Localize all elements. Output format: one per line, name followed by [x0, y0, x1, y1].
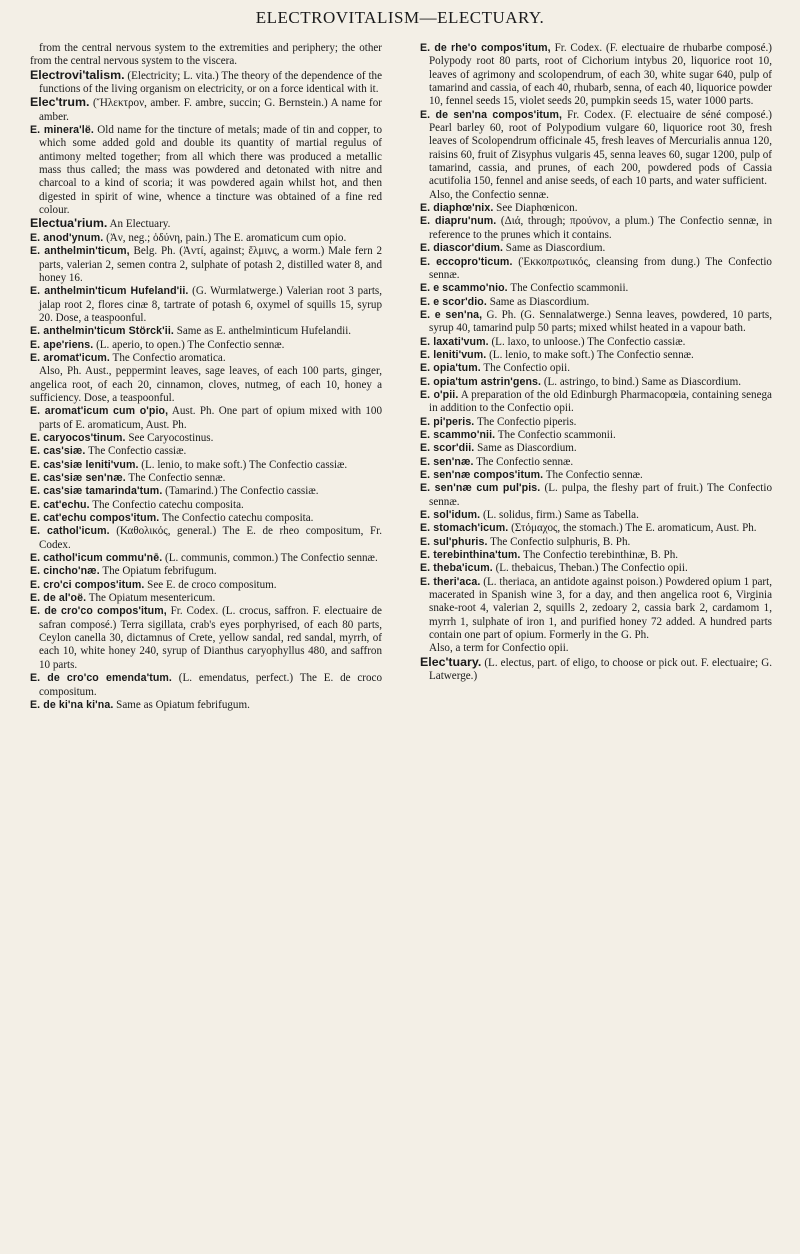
dictionary-entry — [30, 217, 382, 231]
dictionary-entry — [30, 552, 382, 565]
dictionary-entry — [420, 42, 772, 109]
entry-definition: (Ἐκκοπρωτικός, cleansing from dung.) The Confectio sennæ. — [429, 255, 772, 281]
entry-definition: Fr. Codex. (F. electuaire de séné composé.) Pearl barley 60, root of Polypodium vulgare 60, liquorice root 30, fresh leaves of Scolopendrum officinale 45, fresh leaves of Mercurialis annua 120, raisins 60, fruit of Zisyphus vulgaris 45, senna leaves 60, sugar 1200, pulp of tamarind, cassia, and prunes, of each 200, powdered pods of Cassia acutifolia 150, fennel and anise seeds, of each 10 parts, and water sufficient. — [429, 108, 772, 188]
entry-definition: (L. pulpa, the fleshy part of fruit.) The Confectio sennæ. — [429, 482, 773, 508]
entry-headword: E. opia'tum astrin'gens. — [420, 375, 542, 388]
entry-definition: The Confectio sennæ. — [545, 469, 643, 481]
entry-headword: E. theri'aca. — [420, 575, 481, 588]
dictionary-entry — [420, 376, 772, 389]
entry-definition: Also, the Confectio sennæ. — [429, 188, 549, 201]
entry-headword: E. cro'ci compos'itum. — [30, 578, 145, 591]
entry-headword: E. anthelmin'ticum Störck'ii. — [30, 325, 174, 338]
entry-definition: The Confectio terebinthinæ, B. Ph. — [523, 549, 679, 562]
entry-headword: E. scammo'nii. — [420, 428, 496, 441]
dictionary-entry — [30, 96, 382, 124]
entry-definition: (Ἀν, neg.; ὀδύνη, pain.) The E. aromaticum cum opio. — [106, 231, 347, 244]
dictionary-entry — [30, 592, 382, 605]
entry-definition: (L. aperio, to open.) The Confectio sennæ. — [96, 338, 285, 351]
entry-definition: (L. emendatus, perfect.) The E. de croco compositum. — [39, 672, 383, 698]
entry-headword: E. cincho'næ. — [30, 565, 100, 578]
entry-headword: E. e scammo'nio. — [420, 282, 508, 295]
dictionary-entry — [30, 525, 382, 552]
entry-headword: E. leniti'vum. — [420, 348, 487, 361]
entry-headword: E. sen'næ compos'itum. — [420, 469, 544, 481]
entry-definition: Fr. Codex. (L. crocus, saffron. F. electuaire de safran composé.) Terra sigillata, crab's eyes porphyrised, of each 80 parts, Ceylon canella 30, dictamnus of Crete, yellow sandal, red sandal, myrrh, of each 10, white honey 240, syrup of Dianthus caryophyllus 480, and saffron 10 parts. — [39, 605, 382, 671]
entry-headword: E. de sen'na compos'itum, — [420, 108, 563, 121]
dictionary-entry — [30, 285, 382, 325]
dictionary-entry — [30, 699, 382, 712]
entry-headword: E. sen'næ. — [420, 455, 474, 468]
entry-definition: (Στόμαχος, the stomach.) The E. aromaticum, Aust. Ph. — [511, 522, 757, 535]
entry-headword: E. anthelmin'ticum, — [30, 245, 130, 258]
dictionary-entry — [420, 215, 772, 242]
dictionary-entry — [30, 485, 382, 498]
entry-definition: (Ἤλεκτρον, amber. F. ambre, succin; G. Bernstein.) A name for amber. — [39, 97, 382, 123]
entry-headword: E. aromat'icum cum o'pio, — [30, 405, 169, 418]
entry-headword: Electua'rium. — [30, 216, 108, 231]
dictionary-entry — [420, 429, 772, 442]
entry-headword: E. cat'echu compos'itum. — [30, 512, 160, 525]
dictionary-entry — [420, 549, 772, 562]
entry-headword: Elec'tuary. — [420, 654, 482, 669]
entry-definition: (Διά, through; προύνον, a plum.) The Confectio sennæ, in reference to the prunes which it contains. — [429, 215, 772, 241]
entry-definition: See E. de croco compositum. — [147, 578, 277, 591]
entry-headword: E. eccopro'ticum. — [420, 255, 513, 268]
dictionary-entry — [420, 536, 772, 549]
entry-definition: Same as Diascordium. — [505, 242, 606, 255]
entry-definition: The Confectio opii. — [483, 362, 570, 375]
entry-headword: E. de ki'na ki'na. — [30, 698, 114, 711]
entry-definition: (L. lenio, to make soft.) The Confectio cassiæ. — [141, 458, 348, 471]
entry-headword: E. de cro'co compos'itum, — [30, 605, 167, 618]
entry-definition: The Confectio aromatica. — [112, 351, 226, 364]
entry-definition: Old name for the tincture of metals; made of tin and copper, to which some added gold and double its quantity of martial regulus of antimony melted together; from all which there was produced a metallic mass thus called; the mass was powdered and detonated with nitre and charcoal to a kind of scoria; it was powdered again whilst hot, and then digested in spirit of wine, whence a tincture was obtained of a fine red colour. — [39, 124, 382, 217]
dictionary-entry — [420, 202, 772, 215]
dictionary-entry — [30, 352, 382, 365]
entry-definition: The Confectio sennæ. — [476, 455, 574, 468]
entry-headword: E. laxati'vum. — [420, 335, 489, 348]
dictionary-entry — [30, 512, 382, 525]
dictionary-entry — [30, 579, 382, 592]
entry-headword: E. minera'lë. — [30, 124, 94, 137]
entry-definition: The Confectio sulphuris, B. Ph. — [490, 535, 631, 548]
entry-headword: E. diapru'num. — [420, 215, 497, 228]
entry-definition: (L. laxo, to unloose.) The Confectio cassiæ. — [491, 335, 686, 348]
entry-headword: Electrovi'talism. — [30, 67, 125, 82]
entry-definition: (L. thebaicus, Theban.) The Confectio opii. — [495, 562, 688, 575]
entry-definition: Same as Diascordium. — [489, 295, 590, 308]
entry-definition: (L. astringo, to bind.) Same as Diascordium. — [543, 375, 742, 388]
entry-headword: E. cas'siæ tamarinda'tum. — [30, 485, 163, 498]
dictionary-entry — [30, 445, 382, 458]
entry-headword: E. e sen'na, — [420, 308, 483, 321]
entry-definition: Belg. Ph. (Ἀντί, against; ἕλμινς, a worm.) Male fern 2 parts, valerian 2, semen contra 2, sulphate of potash 2, distilled water 8, and honey 16. — [39, 245, 382, 284]
right-column — [420, 42, 772, 684]
running-head: ELECTROVITALISM—ELECTUARY. — [255, 8, 545, 27]
entry-headword: E. cas'siæ sen'næ. — [30, 472, 126, 484]
entry-headword: E. anthelmin'ticum Hufeland'ii. — [30, 285, 189, 298]
dictionary-entry — [420, 256, 772, 283]
entry-definition: from the central nervous system to the extremities and periphery; the other from the central nervous system to the viscera. — [30, 42, 382, 68]
dictionary-entry — [30, 325, 382, 338]
entry-continuation — [30, 365, 382, 405]
entry-headword: E. scor'dii. — [420, 442, 475, 455]
entry-headword: Elec'trum. — [30, 95, 90, 110]
entry-headword: E. sol'idum. — [420, 509, 481, 522]
entry-definition: Same as Diascordium. — [477, 442, 577, 455]
dictionary-entry — [30, 232, 382, 245]
dictionary-entry — [420, 562, 772, 575]
entry-continuation — [420, 642, 772, 655]
entry-headword: E. sul'phuris. — [420, 535, 488, 548]
dictionary-entry — [30, 672, 382, 699]
entry-definition: An Electuary. — [109, 218, 171, 231]
entry-definition: Fr. Codex. (F. electuaire de rhubarbe composé.) Polypody root 80 parts, root of Cichorium intybus 20, liquorice root 10, leaves of agrimony and scolopendrum, of each 30, white sugar 640, pulp of tamarind and cassia, of each 40, rhubarb, senna, of each 40, liquorice powder 10, fennel seeds 15, violet seeds 20, pumpkin seeds 15, water 1000 parts. — [429, 42, 772, 108]
entry-headword: E. diaphœ'nix. — [420, 202, 494, 215]
dictionary-entry — [30, 499, 382, 512]
entry-definition: (G. Wurmlatwerge.) Valerian root 3 parts, jalap root 2, flores cinæ 8, tartrate of potash 6, oxymel of squills 15, syrup 20. Dose, a teaspoonful. — [39, 285, 383, 324]
dictionary-entry — [420, 522, 772, 535]
entry-headword: E. pi'peris. — [420, 415, 475, 428]
entry-headword: E. cat'echu. — [30, 498, 90, 511]
dictionary-entry — [420, 576, 772, 643]
dictionary-entry — [420, 309, 772, 336]
entry-definition: See Diaphœnicon. — [496, 202, 578, 215]
dictionary-entry — [420, 349, 772, 362]
entry-headword: E. cas'siæ. — [30, 445, 86, 458]
entry-definition: (L. communis, common.) The Confectio sennæ. — [165, 552, 378, 565]
entry-definition: Same as Opiatum febrifugum. — [116, 698, 250, 711]
entry-definition: (Tamarind.) The Confectio cassiæ. — [165, 485, 319, 498]
entry-headword: E. de al'oë. — [30, 592, 87, 605]
dictionary-entry — [420, 389, 772, 416]
entry-definition: The Confectio piperis. — [476, 415, 577, 428]
entry-headword: E. de cro'co emenda'tum. — [30, 672, 172, 685]
entry-definition: G. Ph. (G. Sennalatwerge.) Senna leaves, powdered, 10 parts, syrup 40, tamarind pulp 50 parts; mixed whilst heated in a vapour bath. — [429, 308, 772, 335]
entry-definition: The Confectio scammonii. — [497, 428, 616, 441]
dictionary-entry — [420, 442, 772, 455]
entry-definition: (L. lenio, to make soft.) The Confectio sennæ. — [489, 348, 694, 361]
dictionary-entry — [30, 565, 382, 578]
entry-definition: (Καθολικός, general.) The E. de rheo compositum, Fr. Codex. — [39, 525, 382, 551]
entry-definition: (Electricity; L. vita.) The theory of the dependence of the functions of the living organism on electricity, or on a force identical with it. — [39, 69, 383, 96]
entry-definition: The Confectio scammonii. — [510, 282, 629, 295]
dictionary-entry — [420, 509, 772, 522]
entry-headword: E. o'pii. — [420, 388, 459, 401]
dictionary-entry — [420, 362, 772, 375]
entry-definition: The Confectio catechu composita. — [92, 498, 244, 511]
entry-definition: (L. electus, part. of eligo, to choose or pick out. F. electuaire; G. Latwerge.) — [429, 656, 772, 683]
left-column — [30, 42, 382, 712]
entry-definition: The Confectio sennæ. — [128, 472, 226, 484]
entry-headword: E. opia'tum. — [420, 362, 481, 375]
dictionary-entry — [30, 124, 382, 217]
dictionary-entry — [30, 339, 382, 352]
entry-continuation — [30, 42, 382, 69]
dictionary-entry — [30, 69, 382, 97]
dictionary-entry — [30, 605, 382, 672]
entry-headword: E. cathol'icum. — [30, 525, 110, 538]
entry-headword: E. de rhe'o compos'itum, — [420, 42, 551, 54]
entry-headword: E. terebinthina'tum. — [420, 549, 521, 562]
entry-headword: E. stomach'icum. — [420, 522, 509, 535]
entry-definition: Also, a term for Confectio opii. — [429, 642, 569, 655]
dictionary-entry — [30, 459, 382, 472]
entry-definition: The Confectio catechu composita. — [161, 512, 314, 525]
dictionary-entry — [30, 245, 382, 285]
entry-definition: (L. theriaca, an antidote against poison.) Powdered opium 1 part, macerated in Spanish wine 3, for a day, and then angelica root 6, Virginia snake-root 4, valerian 2, squills 2, zedoary 2, cassia bark 2, cardamom 1, myrrh 1, sulphate of iron 1, and purified honey 72 added. A hundred parts contain one part of opium. Formerly in the G. Ph. — [429, 575, 772, 642]
dictionary-entry — [420, 282, 772, 295]
dictionary-entry — [30, 472, 382, 485]
entry-headword: E. e scor'dio. — [420, 295, 487, 308]
entry-definition: A preparation of the old Edinburgh Pharmacopœia, containing senega in addition to the Confectio opii. — [429, 388, 772, 415]
entry-definition: The Opiatum mesentericum. — [88, 592, 216, 605]
entry-definition: The Opiatum febrifugum. — [102, 565, 217, 578]
dictionary-entry — [420, 482, 772, 509]
entry-continuation — [420, 189, 772, 202]
entry-headword: E. ape'riens. — [30, 338, 94, 351]
entry-headword: E. anod'ynum. — [30, 231, 104, 244]
entry-headword: E. theba'icum. — [420, 562, 493, 575]
dictionary-entry — [420, 469, 772, 482]
entry-definition: Same as E. anthelminticum Hufelandii. — [176, 325, 352, 338]
entry-headword: E. sen'næ cum pul'pis. — [420, 482, 541, 495]
dictionary-entry — [420, 656, 772, 684]
dictionary-entry — [420, 109, 772, 189]
entry-headword: E. aromat'icum. — [30, 351, 110, 364]
entry-definition: Also, Ph. Aust., peppermint leaves, sage leaves, of each 100 parts, ginger, angelica root, of each 20, cinnamon, cloves, nutmeg, of each 10, honey a sufficiency. Dose, a teaspoonful. — [30, 365, 382, 404]
entry-headword: E. cathol'icum commu'nē. — [30, 552, 163, 565]
dictionary-entry — [420, 456, 772, 469]
dictionary-entry — [30, 405, 382, 432]
dictionary-entry — [420, 336, 772, 349]
entry-headword: E. caryocos'tinum. — [30, 431, 126, 444]
entry-headword: E. diascor'dium. — [420, 242, 504, 255]
entry-definition: The Confectio cassiæ. — [88, 445, 187, 458]
dictionary-entry — [420, 416, 772, 429]
entry-headword: E. cas'siæ leniti'vum. — [30, 458, 139, 471]
dictionary-entry — [420, 242, 772, 255]
entry-definition: See Caryocostinus. — [128, 431, 214, 444]
dictionary-entry — [420, 296, 772, 309]
entry-definition: Aust. Ph. One part of opium mixed with 100 parts of E. aromaticum, Aust. Ph. — [39, 405, 382, 431]
entry-definition: (L. solidus, firm.) Same as Tabella. — [483, 509, 639, 522]
dictionary-entry — [30, 432, 382, 445]
